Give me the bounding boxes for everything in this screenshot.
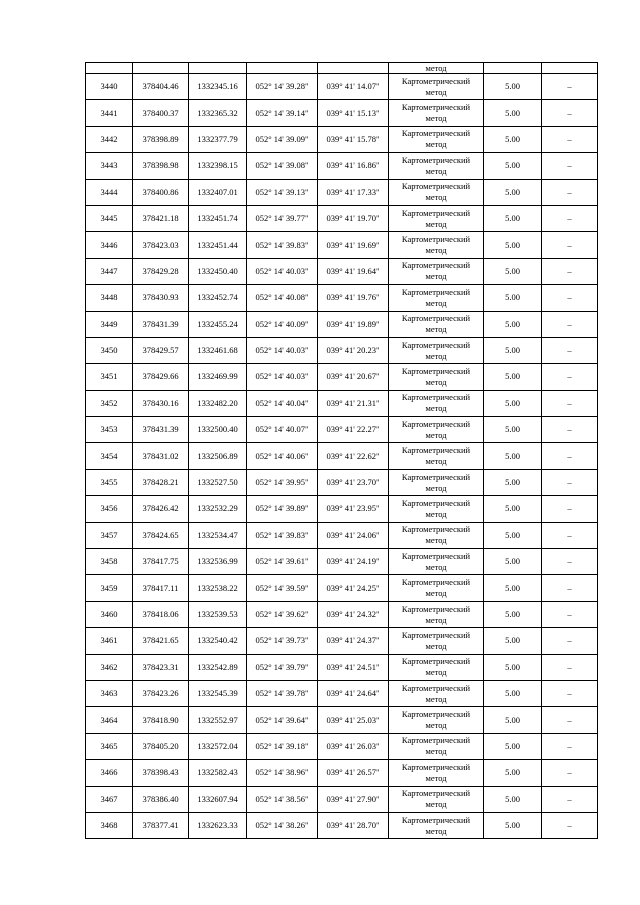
- cell-y-coordinate: 1332450.40: [189, 258, 247, 284]
- cell-precision: 5.00: [484, 311, 542, 337]
- cell-y-coordinate: 1332538.22: [189, 575, 247, 601]
- cell-point-number: 3466: [86, 760, 133, 786]
- cell-method: Картометрический метод: [389, 364, 484, 390]
- cell-method: Картометрический метод: [389, 337, 484, 363]
- cell-precision: 5.00: [484, 364, 542, 390]
- table-row: [86, 74, 598, 100]
- cell-note: –: [542, 707, 598, 733]
- cell-longitude: 039° 41' 15.13": [318, 100, 389, 126]
- cell-precision: 5.00: [484, 126, 542, 152]
- table-row: [86, 285, 598, 311]
- table-row: [86, 100, 598, 126]
- cell-point-number: 3464: [86, 707, 133, 733]
- cell-precision: 5.00: [484, 628, 542, 654]
- cell-note: –: [542, 575, 598, 601]
- cell-longitude: 039° 41' 19.89": [318, 311, 389, 337]
- cell-method: Картометрический метод: [389, 232, 484, 258]
- cell-note: –: [542, 258, 598, 284]
- table-row: [86, 601, 598, 627]
- cell-note: –: [542, 285, 598, 311]
- cell-precision: 5.00: [484, 443, 542, 469]
- table-row: [86, 205, 598, 231]
- cell-longitude: 039° 41' 28.70": [318, 812, 389, 838]
- cell-point-number: 3444: [86, 179, 133, 205]
- cell-longitude: 039° 41' 19.70": [318, 205, 389, 231]
- table-row: [86, 522, 598, 548]
- cell-point-number: 3447: [86, 258, 133, 284]
- cell-y-coordinate: 1332500.40: [189, 417, 247, 443]
- cell-note: –: [542, 205, 598, 231]
- cell-y-coordinate: 1332545.39: [189, 680, 247, 706]
- cell-y-coordinate: [189, 63, 247, 74]
- table-row: [86, 733, 598, 759]
- cell-note: –: [542, 654, 598, 680]
- cell-x-coordinate: 378400.86: [133, 179, 189, 205]
- cell-latitude: 052° 14' 39.79": [247, 654, 318, 680]
- cell-point-number: 3442: [86, 126, 133, 152]
- cell-x-coordinate: 378431.39: [133, 311, 189, 337]
- cell-y-coordinate: 1332461.68: [189, 337, 247, 363]
- table-row: [86, 179, 598, 205]
- cell-latitude: 052° 14' 38.56": [247, 786, 318, 812]
- cell-latitude: 052° 14' 40.04": [247, 390, 318, 416]
- table-body: [86, 63, 598, 839]
- cell-x-coordinate: [133, 63, 189, 74]
- cell-latitude: 052° 14' 39.78": [247, 680, 318, 706]
- cell-latitude: 052° 14' 39.62": [247, 601, 318, 627]
- cell-precision: [484, 63, 542, 74]
- cell-precision: 5.00: [484, 733, 542, 759]
- cell-latitude: 052° 14' 40.08": [247, 285, 318, 311]
- cell-method: Картометрический метод: [389, 522, 484, 548]
- cell-precision: 5.00: [484, 812, 542, 838]
- cell-x-coordinate: 378429.28: [133, 258, 189, 284]
- cell-latitude: 052° 14' 39.13": [247, 179, 318, 205]
- table-row: [86, 575, 598, 601]
- cell-latitude: 052° 14' 39.77": [247, 205, 318, 231]
- cell-note: –: [542, 733, 598, 759]
- cell-latitude: 052° 14' 40.09": [247, 311, 318, 337]
- cell-method: Картометрический метод: [389, 311, 484, 337]
- cell-latitude: 052° 14' 39.08": [247, 153, 318, 179]
- cell-note: –: [542, 522, 598, 548]
- cell-note: –: [542, 390, 598, 416]
- cell-y-coordinate: 1332345.16: [189, 74, 247, 100]
- cell-note: –: [542, 179, 598, 205]
- cell-note: –: [542, 469, 598, 495]
- cell-latitude: 052° 14' 40.06": [247, 443, 318, 469]
- cell-method: Картометрический метод: [389, 680, 484, 706]
- cell-y-coordinate: 1332532.29: [189, 496, 247, 522]
- table-row: [86, 337, 598, 363]
- cell-x-coordinate: 378400.37: [133, 100, 189, 126]
- cell-note: –: [542, 100, 598, 126]
- cell-latitude: 052° 14' 40.03": [247, 337, 318, 363]
- cell-precision: 5.00: [484, 337, 542, 363]
- coordinates-table: [85, 62, 598, 839]
- cell-point-number: 3461: [86, 628, 133, 654]
- cell-latitude: 052° 14' 39.83": [247, 522, 318, 548]
- cell-y-coordinate: 1332534.47: [189, 522, 247, 548]
- cell-method: Картометрический метод: [389, 153, 484, 179]
- cell-x-coordinate: 378404.46: [133, 74, 189, 100]
- cell-point-number: 3452: [86, 390, 133, 416]
- table-row: [86, 707, 598, 733]
- cell-latitude: 052° 14' 40.03": [247, 258, 318, 284]
- cell-method: Картометрический метод: [389, 205, 484, 231]
- cell-longitude: 039° 41' 19.69": [318, 232, 389, 258]
- cell-longitude: 039° 41' 25.03": [318, 707, 389, 733]
- cell-x-coordinate: 378398.89: [133, 126, 189, 152]
- cell-x-coordinate: 378429.66: [133, 364, 189, 390]
- cell-latitude: 052° 14' 39.83": [247, 232, 318, 258]
- cell-longitude: 039° 41' 17.33": [318, 179, 389, 205]
- cell-precision: 5.00: [484, 258, 542, 284]
- cell-precision: 5.00: [484, 786, 542, 812]
- cell-point-number: 3456: [86, 496, 133, 522]
- cell-x-coordinate: 378418.90: [133, 707, 189, 733]
- cell-note: –: [542, 760, 598, 786]
- table-row: [86, 232, 598, 258]
- cell-latitude: [247, 63, 318, 74]
- cell-note: –: [542, 417, 598, 443]
- cell-point-number: 3468: [86, 812, 133, 838]
- cell-method: Картометрический метод: [389, 628, 484, 654]
- cell-x-coordinate: 378429.57: [133, 337, 189, 363]
- table-row: [86, 153, 598, 179]
- cell-precision: 5.00: [484, 417, 542, 443]
- cell-latitude: 052° 14' 39.73": [247, 628, 318, 654]
- table-row: [86, 311, 598, 337]
- cell-method: Картометрический метод: [389, 549, 484, 575]
- cell-method: Картометрический метод: [389, 469, 484, 495]
- cell-longitude: 039° 41' 23.70": [318, 469, 389, 495]
- cell-point-number: 3451: [86, 364, 133, 390]
- cell-latitude: 052° 14' 38.96": [247, 760, 318, 786]
- cell-longitude: 039° 41' 24.19": [318, 549, 389, 575]
- cell-y-coordinate: 1332407.01: [189, 179, 247, 205]
- cell-latitude: 052° 14' 39.28": [247, 74, 318, 100]
- cell-latitude: 052° 14' 39.89": [247, 496, 318, 522]
- cell-point-number: 3463: [86, 680, 133, 706]
- cell-point-number: 3465: [86, 733, 133, 759]
- cell-note: –: [542, 496, 598, 522]
- cell-precision: 5.00: [484, 285, 542, 311]
- cell-longitude: 039° 41' 19.76": [318, 285, 389, 311]
- cell-note: –: [542, 680, 598, 706]
- cell-precision: 5.00: [484, 100, 542, 126]
- cell-method: метод: [389, 63, 484, 74]
- cell-method: Картометрический метод: [389, 74, 484, 100]
- table-row: [86, 786, 598, 812]
- cell-note: –: [542, 364, 598, 390]
- cell-longitude: 039° 41' 24.37": [318, 628, 389, 654]
- cell-x-coordinate: 378417.11: [133, 575, 189, 601]
- table-row: [86, 628, 598, 654]
- cell-longitude: 039° 41' 22.27": [318, 417, 389, 443]
- cell-precision: 5.00: [484, 654, 542, 680]
- cell-precision: 5.00: [484, 205, 542, 231]
- cell-note: [542, 63, 598, 74]
- cell-x-coordinate: 378377.41: [133, 812, 189, 838]
- cell-latitude: 052° 14' 38.26": [247, 812, 318, 838]
- cell-precision: 5.00: [484, 74, 542, 100]
- cell-note: –: [542, 311, 598, 337]
- cell-precision: 5.00: [484, 707, 542, 733]
- cell-y-coordinate: 1332377.79: [189, 126, 247, 152]
- cell-latitude: 052° 14' 40.03": [247, 364, 318, 390]
- cell-longitude: 039° 41' 22.62": [318, 443, 389, 469]
- cell-longitude: 039° 41' 24.32": [318, 601, 389, 627]
- table-row: [86, 126, 598, 152]
- cell-y-coordinate: 1332455.24: [189, 311, 247, 337]
- cell-point-number: [86, 63, 133, 74]
- cell-y-coordinate: 1332572.04: [189, 733, 247, 759]
- cell-longitude: [318, 63, 389, 74]
- cell-note: –: [542, 337, 598, 363]
- cell-note: –: [542, 628, 598, 654]
- cell-x-coordinate: 378423.26: [133, 680, 189, 706]
- cell-latitude: 052° 14' 40.07": [247, 417, 318, 443]
- cell-note: –: [542, 126, 598, 152]
- table-row: [86, 654, 598, 680]
- cell-y-coordinate: 1332552.97: [189, 707, 247, 733]
- cell-method: Картометрический метод: [389, 443, 484, 469]
- table-row: [86, 469, 598, 495]
- cell-point-number: 3446: [86, 232, 133, 258]
- cell-method: Картометрический метод: [389, 707, 484, 733]
- cell-method: Картометрический метод: [389, 812, 484, 838]
- cell-point-number: 3440: [86, 74, 133, 100]
- cell-method: Картометрический метод: [389, 179, 484, 205]
- cell-longitude: 039° 41' 27.90": [318, 786, 389, 812]
- cell-x-coordinate: 378431.02: [133, 443, 189, 469]
- cell-y-coordinate: 1332536.99: [189, 549, 247, 575]
- cell-point-number: 3459: [86, 575, 133, 601]
- table-row: [86, 812, 598, 838]
- cell-precision: 5.00: [484, 760, 542, 786]
- cell-y-coordinate: 1332582.43: [189, 760, 247, 786]
- cell-x-coordinate: 378430.93: [133, 285, 189, 311]
- cell-precision: 5.00: [484, 496, 542, 522]
- cell-longitude: 039° 41' 26.57": [318, 760, 389, 786]
- cell-latitude: 052° 14' 39.14": [247, 100, 318, 126]
- cell-y-coordinate: 1332365.32: [189, 100, 247, 126]
- table-row: [86, 258, 598, 284]
- cell-note: –: [542, 786, 598, 812]
- cell-point-number: 3441: [86, 100, 133, 126]
- cell-method: Картометрический метод: [389, 126, 484, 152]
- cell-longitude: 039° 41' 24.51": [318, 654, 389, 680]
- cell-latitude: 052° 14' 39.09": [247, 126, 318, 152]
- cell-longitude: 039° 41' 26.03": [318, 733, 389, 759]
- cell-note: –: [542, 549, 598, 575]
- cell-method: Картометрический метод: [389, 654, 484, 680]
- cell-point-number: 3449: [86, 311, 133, 337]
- cell-y-coordinate: 1332542.89: [189, 654, 247, 680]
- cell-y-coordinate: 1332452.74: [189, 285, 247, 311]
- cell-x-coordinate: 378398.43: [133, 760, 189, 786]
- cell-method: Картометрический метод: [389, 786, 484, 812]
- cell-x-coordinate: 378426.42: [133, 496, 189, 522]
- table-row: [86, 549, 598, 575]
- cell-method: Картометрический метод: [389, 285, 484, 311]
- cell-x-coordinate: 378431.39: [133, 417, 189, 443]
- cell-latitude: 052° 14' 39.59": [247, 575, 318, 601]
- cell-y-coordinate: 1332451.44: [189, 232, 247, 258]
- cell-point-number: 3462: [86, 654, 133, 680]
- cell-precision: 5.00: [484, 232, 542, 258]
- cell-method: Картометрический метод: [389, 733, 484, 759]
- cell-note: –: [542, 232, 598, 258]
- cell-y-coordinate: 1332607.94: [189, 786, 247, 812]
- cell-point-number: 3467: [86, 786, 133, 812]
- cell-precision: 5.00: [484, 522, 542, 548]
- cell-precision: 5.00: [484, 575, 542, 601]
- cell-x-coordinate: 378417.75: [133, 549, 189, 575]
- cell-method: Картометрический метод: [389, 258, 484, 284]
- table-row: [86, 443, 598, 469]
- cell-method: Картометрический метод: [389, 496, 484, 522]
- cell-y-coordinate: 1332527.50: [189, 469, 247, 495]
- cell-x-coordinate: 378405.20: [133, 733, 189, 759]
- cell-longitude: 039° 41' 23.95": [318, 496, 389, 522]
- cell-y-coordinate: 1332398.15: [189, 153, 247, 179]
- table-row: [86, 496, 598, 522]
- cell-point-number: 3458: [86, 549, 133, 575]
- cell-method: Картометрический метод: [389, 601, 484, 627]
- table-row: [86, 390, 598, 416]
- cell-point-number: 3460: [86, 601, 133, 627]
- cell-y-coordinate: 1332451.74: [189, 205, 247, 231]
- cell-longitude: 039° 41' 14.07": [318, 74, 389, 100]
- cell-note: –: [542, 601, 598, 627]
- cell-latitude: 052° 14' 39.95": [247, 469, 318, 495]
- cell-x-coordinate: 378423.03: [133, 232, 189, 258]
- cell-y-coordinate: 1332540.42: [189, 628, 247, 654]
- cell-longitude: 039° 41' 21.31": [318, 390, 389, 416]
- cell-latitude: 052° 14' 39.64": [247, 707, 318, 733]
- cell-x-coordinate: 378424.65: [133, 522, 189, 548]
- table-row: [86, 417, 598, 443]
- cell-longitude: 039° 41' 16.86": [318, 153, 389, 179]
- cell-longitude: 039° 41' 20.23": [318, 337, 389, 363]
- cell-point-number: 3448: [86, 285, 133, 311]
- table-row-continued: [86, 63, 598, 74]
- cell-precision: 5.00: [484, 469, 542, 495]
- cell-method: Картометрический метод: [389, 760, 484, 786]
- cell-method: Картометрический метод: [389, 390, 484, 416]
- cell-point-number: 3450: [86, 337, 133, 363]
- cell-note: –: [542, 812, 598, 838]
- cell-precision: 5.00: [484, 549, 542, 575]
- cell-longitude: 039° 41' 24.64": [318, 680, 389, 706]
- cell-latitude: 052° 14' 39.61": [247, 549, 318, 575]
- cell-method: Картометрический метод: [389, 417, 484, 443]
- cell-x-coordinate: 378421.18: [133, 205, 189, 231]
- cell-method: Картометрический метод: [389, 575, 484, 601]
- cell-x-coordinate: 378386.40: [133, 786, 189, 812]
- cell-y-coordinate: 1332482.20: [189, 390, 247, 416]
- cell-x-coordinate: 378430.16: [133, 390, 189, 416]
- cell-note: –: [542, 153, 598, 179]
- cell-x-coordinate: 378398.98: [133, 153, 189, 179]
- cell-precision: 5.00: [484, 680, 542, 706]
- table-row: [86, 364, 598, 390]
- cell-longitude: 039° 41' 20.67": [318, 364, 389, 390]
- cell-longitude: 039° 41' 24.06": [318, 522, 389, 548]
- cell-y-coordinate: 1332539.53: [189, 601, 247, 627]
- cell-precision: 5.00: [484, 179, 542, 205]
- table-row: [86, 760, 598, 786]
- cell-precision: 5.00: [484, 601, 542, 627]
- cell-x-coordinate: 378423.31: [133, 654, 189, 680]
- cell-x-coordinate: 378421.65: [133, 628, 189, 654]
- cell-y-coordinate: 1332469.99: [189, 364, 247, 390]
- cell-precision: 5.00: [484, 390, 542, 416]
- cell-point-number: 3455: [86, 469, 133, 495]
- cell-precision: 5.00: [484, 153, 542, 179]
- cell-method: Картометрический метод: [389, 100, 484, 126]
- cell-y-coordinate: 1332623.33: [189, 812, 247, 838]
- cell-longitude: 039° 41' 24.25": [318, 575, 389, 601]
- cell-x-coordinate: 378428.21: [133, 469, 189, 495]
- cell-note: –: [542, 443, 598, 469]
- cell-longitude: 039° 41' 19.64": [318, 258, 389, 284]
- cell-y-coordinate: 1332506.89: [189, 443, 247, 469]
- cell-point-number: 3453: [86, 417, 133, 443]
- cell-point-number: 3457: [86, 522, 133, 548]
- cell-point-number: 3445: [86, 205, 133, 231]
- cell-longitude: 039° 41' 15.78": [318, 126, 389, 152]
- table-row: [86, 680, 598, 706]
- cell-note: –: [542, 74, 598, 100]
- cell-point-number: 3443: [86, 153, 133, 179]
- cell-latitude: 052° 14' 39.18": [247, 733, 318, 759]
- cell-x-coordinate: 378418.06: [133, 601, 189, 627]
- cell-point-number: 3454: [86, 443, 133, 469]
